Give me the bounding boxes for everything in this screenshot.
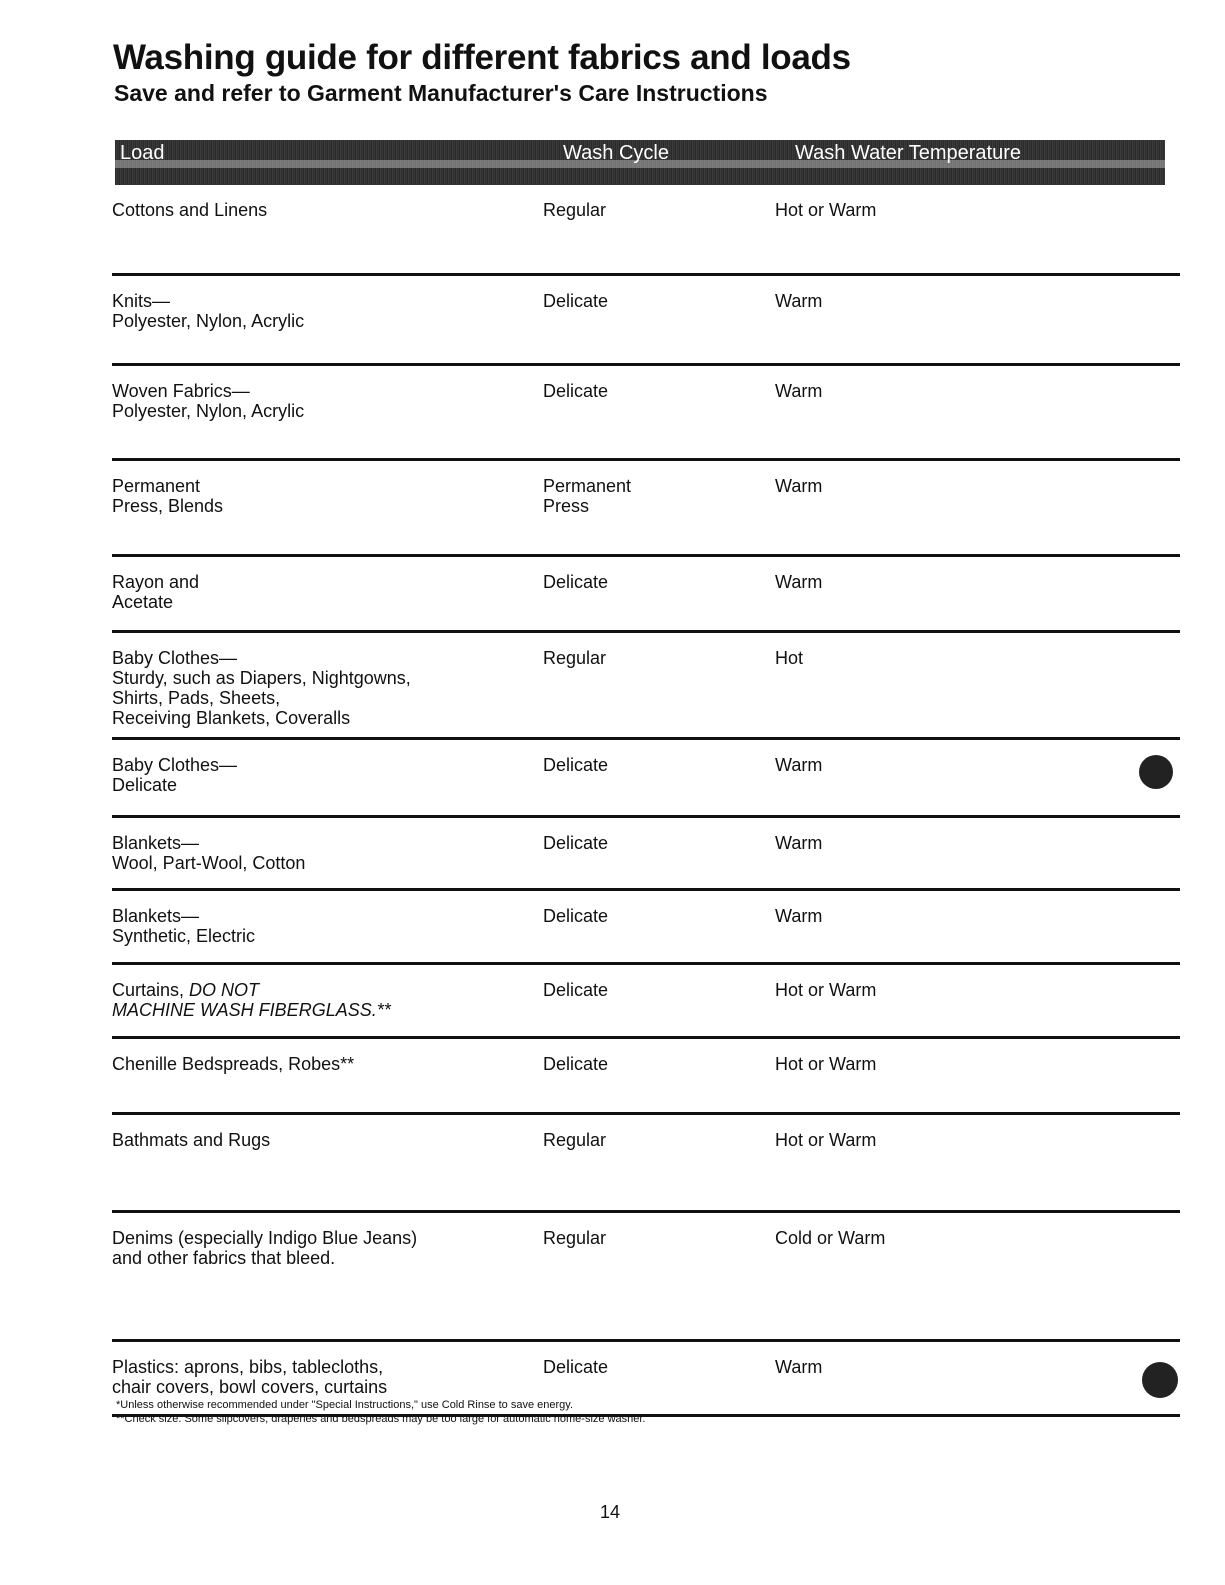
load-text: Denims (especially Indigo Blue Jeans) [112,1228,418,1248]
table-row [112,740,1180,818]
table-row [112,965,1180,1039]
load-text: Rayon and [112,572,200,592]
load-cell [112,1357,387,1397]
load-text: Polyester, Nylon, Acrylic [112,311,305,331]
load-text: Blankets— [112,906,200,926]
page-title: Washing guide for different fabrics and loads [113,38,851,77]
load-cell [112,1130,270,1150]
load-text: Knits— [112,291,171,311]
wash-cycle-text: Regular [543,1130,607,1150]
wash-cycle-cell [543,1357,608,1377]
load-cell [112,980,391,1020]
load-cell [112,906,255,946]
load-text: Acetate [112,592,174,612]
binder-hole-mark [1139,755,1173,789]
load-text: Press, Blends [112,496,224,516]
table-row [112,366,1180,461]
wash-cycle-text: Press [543,496,590,516]
water-temperature-cell: Warm [775,1357,823,1377]
table-row [112,818,1180,891]
water-temperature-cell: Warm [775,906,823,926]
column-header-water-temperature: Wash Water Temperature [795,142,1022,164]
load-text: Chenille Bedspreads, Robes** [112,1054,355,1074]
load-cell [112,572,199,612]
load-text: Delicate [112,775,178,795]
wash-cycle-text: Permanent [543,476,632,496]
table-row [112,276,1180,366]
load-text: Sturdy, such as Diapers, Nightgowns, [112,668,411,688]
load-cell [112,648,411,728]
water-temperature-cell: Warm [775,755,823,775]
water-temperature-cell: Warm [775,476,823,496]
binder-hole-mark [1142,1362,1178,1398]
load-text: Shirts, Pads, Sheets, [112,688,281,708]
load-cell [112,476,223,516]
load-text: Receiving Blankets, Coveralls [112,708,351,728]
footnote: **Check size. Some slipcovers, draperies and bedspreads may be too large for automatic home-size washer. [116,1413,646,1425]
water-temperature-cell: Warm [775,291,823,311]
load-text: Cottons and Linens [112,200,268,220]
water-temperature-cell: Hot or Warm [775,1130,877,1150]
water-temperature-cell: Hot [775,648,804,668]
water-temperature-cell: Cold or Warm [775,1228,886,1248]
page-number: 14 [600,1502,621,1522]
load-text: chair covers, bowl covers, curtains [112,1377,388,1397]
wash-cycle-text: Delicate [543,980,609,1000]
load-text: Permanent [112,476,201,496]
wash-cycle-cell [543,833,608,853]
load-text: Baby Clothes— [112,648,238,668]
load-text: Baby Clothes— [112,755,238,775]
water-temperature-cell: Hot or Warm [775,980,877,1000]
load-text: Polyester, Nylon, Acrylic [112,401,305,421]
wash-cycle-cell [543,291,608,311]
wash-cycle-text: Delicate [543,906,609,926]
wash-cycle-cell [543,200,606,220]
wash-cycle-cell [543,906,608,926]
washing-guide-table [0,185,1225,1417]
table-row [112,557,1180,633]
wash-cycle-text: Delicate [543,833,609,853]
load-cell [112,291,304,331]
wash-cycle-cell [543,980,608,1000]
wash-cycle-text: Delicate [543,1054,609,1074]
wash-cycle-text: Regular [543,648,607,668]
wash-cycle-text: Delicate [543,291,609,311]
wash-cycle-cell [543,1130,606,1150]
wash-cycle-text: Regular [543,200,607,220]
load-cell [112,1054,354,1074]
load-text: Synthetic, Electric [112,926,256,946]
water-temperature-cell: Warm [775,572,823,592]
load-text: Bathmats and Rugs [112,1130,271,1150]
wash-cycle-text: Delicate [543,1357,609,1377]
column-header-load: Load [120,142,165,164]
load-text: and other fabrics that bleed. [112,1248,336,1268]
water-temperature-cell: Hot or Warm [775,200,877,220]
wash-cycle-text: Delicate [543,572,609,592]
table-row [112,1039,1180,1115]
table-row [112,1213,1180,1342]
load-text: Curtains, [112,980,190,1000]
table-row [112,185,1180,276]
load-text: Plastics: aprons, bibs, tablecloths, [112,1357,384,1377]
water-temperature-cell: Warm [775,833,823,853]
wash-cycle-text: Regular [543,1228,607,1248]
load-cell [112,755,237,795]
wash-cycle-cell [543,1228,606,1248]
load-text: Blankets— [112,833,200,853]
load-text: Wool, Part-Wool, Cotton [112,853,306,873]
wash-cycle-cell [543,648,606,668]
table-row [112,891,1180,965]
table-row [112,461,1180,557]
wash-cycle-text: Delicate [543,381,609,401]
load-cell [112,200,267,220]
table-header [115,140,1165,185]
footnote: *Unless otherwise recommended under "Special Instructions," use Cold Rinse to save energy. [116,1399,573,1411]
water-temperature-cell: Warm [775,381,823,401]
column-header-wash-cycle: Wash Cycle [563,142,669,164]
water-temperature-cell: Hot or Warm [775,1054,877,1074]
footnotes [116,1398,645,1426]
wash-cycle-cell [543,476,631,516]
load-text: Woven Fabrics— [112,381,250,401]
wash-cycle-cell [543,1054,608,1074]
wash-cycle-cell [543,572,608,592]
load-cell [112,1228,417,1268]
load-cell [112,381,304,421]
load-text: MACHINE WASH FIBERGLASS.** [112,1000,391,1020]
load-cell [112,833,305,873]
table-row [112,1115,1180,1213]
wash-cycle-cell [543,755,608,775]
page-subtitle: Save and refer to Garment Manufacturer's Care Instructions [114,80,768,106]
load-text: DO NOT [189,980,260,1000]
wash-cycle-cell [543,381,608,401]
wash-cycle-text: Delicate [543,755,609,775]
table-row [112,633,1180,740]
